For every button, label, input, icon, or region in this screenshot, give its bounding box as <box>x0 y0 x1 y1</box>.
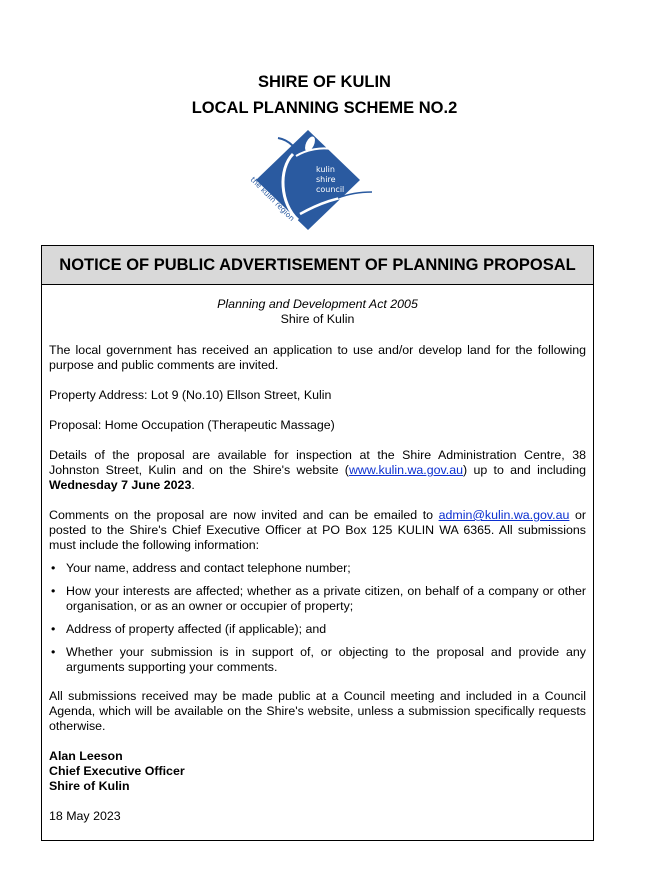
logo-text-line-2: shire <box>316 175 336 184</box>
email-link[interactable]: admin@kulin.wa.gov.au <box>438 508 570 522</box>
logo-text-line-1: kulin <box>316 165 335 174</box>
list-item: • Address of property affected (if applicable); and <box>49 622 586 637</box>
logo-graphic <box>238 124 378 236</box>
act-name: Planning and Development Act 2005 <box>217 297 418 311</box>
details-paragraph <box>49 448 586 493</box>
closing-date: Wednesday 7 June 2023 <box>49 478 192 492</box>
document-subtitle: LOCAL PLANNING SCHEME NO.2 <box>191 99 458 117</box>
property-address: Property Address: Lot 9 (No.10) Ellson Street, Kulin <box>49 388 332 402</box>
list-item: • Your name, address and contact telephone number; <box>49 561 586 576</box>
website-link[interactable]: www.kulin.wa.gov.au <box>348 463 464 477</box>
comments-paragraph <box>49 508 586 553</box>
details-text-2: ) up to and including <box>463 463 586 477</box>
logo-text-line-3: council <box>316 185 345 194</box>
notice-heading: NOTICE OF PUBLIC ADVERTISEMENT OF PLANNING PROPOSAL <box>42 246 593 285</box>
details-text: Details of the proposal are available for inspection at the Shire Administration Centre, 38 Johnston Street, Kulin and on the Shire's website ( <box>49 448 586 477</box>
proposal-description: Proposal: Home Occupation (Therapeutic Massage) <box>49 418 335 432</box>
signatory-title: Chief Executive Officer <box>49 764 185 778</box>
notice-date: 18 May 2023 <box>49 809 121 823</box>
public-note: All submissions received may be made public at a Council meeting and included in a Council Agenda, which will be available on the Shire's website, unless a submission specifically requests otherwise. <box>49 689 586 733</box>
details-end: . <box>191 478 195 492</box>
comments-text: Comments on the proposal are now invited and can be emailed to <box>49 508 439 522</box>
notice-content <box>42 285 593 824</box>
notice-box <box>41 245 594 841</box>
logo-arc-text: the kulin region <box>248 175 297 223</box>
signatory-org: Shire of Kulin <box>49 779 130 793</box>
comments-text-2: or posted to the Shire's Chief Executive Officer at PO Box 125 KULIN WA 6365. All submissions must include the following information: <box>49 508 586 552</box>
requirements-list <box>49 561 586 675</box>
list-item: • Whether your submission is in support of, or objecting to the proposal and provide any arguments supporting your comments. <box>49 645 586 675</box>
signatory-name: Alan Leeson <box>49 749 123 763</box>
shire-name: Shire of Kulin <box>280 312 355 326</box>
signature-block <box>49 749 586 794</box>
document-title: SHIRE OF KULIN <box>258 73 391 91</box>
intro-paragraph: The local government has received an application to use and/or develop land for the following purpose and public comments are invited. <box>49 343 586 372</box>
list-item: • How your interests are affected; whether as a private citizen, on behalf of a company or other organisation, or as an owner or occupier of property; <box>49 584 586 614</box>
kulin-shire-council-logo <box>238 124 378 236</box>
